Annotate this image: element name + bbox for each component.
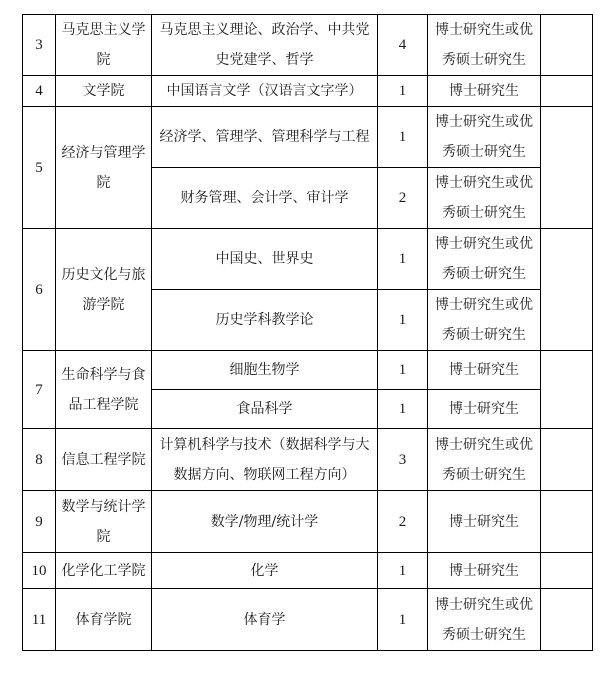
major-name: 化学 bbox=[152, 553, 378, 589]
college-name: 经济与管理学院 bbox=[56, 107, 152, 229]
row-number: 7 bbox=[23, 351, 56, 429]
quota-count: 1 bbox=[378, 589, 428, 651]
quota-count: 3 bbox=[378, 429, 428, 491]
table-row bbox=[23, 229, 593, 290]
major-name: 数学/物理/统计学 bbox=[152, 491, 378, 553]
major-name: 细胞生物学 bbox=[152, 351, 378, 390]
major-name: 经济学、管理学、管理科学与工程 bbox=[152, 107, 378, 168]
table-row bbox=[23, 589, 593, 651]
table-row bbox=[23, 351, 593, 390]
row-number: 8 bbox=[23, 429, 56, 491]
degree-requirement: 博士研究生或优秀硕士研究生 bbox=[428, 290, 541, 351]
quota-count: 1 bbox=[378, 76, 428, 107]
quota-count: 4 bbox=[378, 15, 428, 76]
table-row bbox=[23, 15, 593, 76]
major-name: 食品科学 bbox=[152, 390, 378, 429]
major-name: 计算机科学与技术（数据科学与大数据方向、物联网工程方向） bbox=[152, 429, 378, 491]
major-name: 体育学 bbox=[152, 589, 378, 651]
major-name: 中国语言文学（汉语言文字学） bbox=[152, 76, 378, 107]
college-name: 信息工程学院 bbox=[56, 429, 152, 491]
empty-cell bbox=[541, 553, 593, 589]
degree-requirement: 博士研究生或优秀硕士研究生 bbox=[428, 107, 541, 168]
quota-count: 1 bbox=[378, 107, 428, 168]
table-row bbox=[23, 429, 593, 491]
college-name: 文学院 bbox=[56, 76, 152, 107]
empty-cell bbox=[541, 491, 593, 553]
quota-count: 1 bbox=[378, 351, 428, 390]
major-name: 中国史、世界史 bbox=[152, 229, 378, 290]
degree-requirement: 博士研究生 bbox=[428, 351, 541, 390]
college-name: 历史文化与旅游学院 bbox=[56, 229, 152, 351]
quota-count: 1 bbox=[378, 229, 428, 290]
degree-requirement: 博士研究生或优秀硕士研究生 bbox=[428, 229, 541, 290]
table-row bbox=[23, 107, 593, 168]
college-name: 生命科学与食品工程学院 bbox=[56, 351, 152, 429]
major-name: 财务管理、会计学、审计学 bbox=[152, 168, 378, 229]
degree-requirement: 博士研究生 bbox=[428, 491, 541, 553]
empty-cell bbox=[541, 76, 593, 107]
row-number: 5 bbox=[23, 107, 56, 229]
major-name: 马克思主义理论、政治学、中共党史党建学、哲学 bbox=[152, 15, 378, 76]
row-number: 9 bbox=[23, 491, 56, 553]
empty-cell bbox=[541, 15, 593, 76]
quota-count: 1 bbox=[378, 290, 428, 351]
empty-cell bbox=[541, 429, 593, 491]
degree-requirement: 博士研究生或优秀硕士研究生 bbox=[428, 589, 541, 651]
table-row bbox=[23, 553, 593, 589]
row-number: 11 bbox=[23, 589, 56, 651]
empty-cell bbox=[541, 589, 593, 651]
table-row bbox=[23, 491, 593, 553]
degree-requirement: 博士研究生 bbox=[428, 390, 541, 429]
college-name: 马克思主义学院 bbox=[56, 15, 152, 76]
recruitment-table bbox=[22, 14, 593, 651]
empty-cell bbox=[541, 351, 593, 429]
quota-count: 1 bbox=[378, 553, 428, 589]
college-name: 体育学院 bbox=[56, 589, 152, 651]
degree-requirement: 博士研究生 bbox=[428, 76, 541, 107]
row-number: 6 bbox=[23, 229, 56, 351]
quota-count: 2 bbox=[378, 491, 428, 553]
college-name: 数学与统计学院 bbox=[56, 491, 152, 553]
empty-cell bbox=[541, 107, 593, 229]
degree-requirement: 博士研究生或优秀硕士研究生 bbox=[428, 168, 541, 229]
degree-requirement: 博士研究生 bbox=[428, 553, 541, 589]
row-number: 3 bbox=[23, 15, 56, 76]
empty-cell bbox=[541, 229, 593, 351]
college-name: 化学化工学院 bbox=[56, 553, 152, 589]
quota-count: 2 bbox=[378, 168, 428, 229]
quota-count: 1 bbox=[378, 390, 428, 429]
major-name: 历史学科教学论 bbox=[152, 290, 378, 351]
row-number: 10 bbox=[23, 553, 56, 589]
row-number: 4 bbox=[23, 76, 56, 107]
degree-requirement: 博士研究生或优秀硕士研究生 bbox=[428, 15, 541, 76]
degree-requirement: 博士研究生或优秀硕士研究生 bbox=[428, 429, 541, 491]
table-row bbox=[23, 76, 593, 107]
